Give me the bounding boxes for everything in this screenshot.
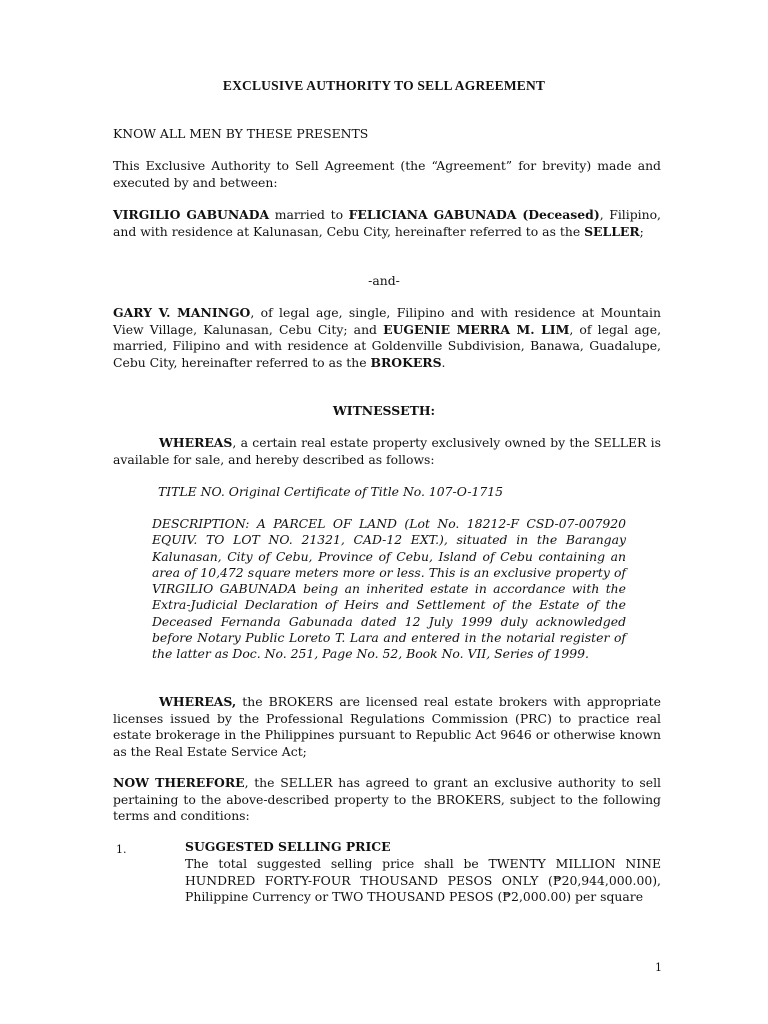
spouse-name: FELICIANA GABUNADA (Deceased) — [348, 207, 600, 222]
seller-paragraph: VIRGILIO GABUNADA married to FELICIANA GABUNADA (Deceased), Filipino, and with residence at Kalunasan, Cebu City, hereinafter referred to as the SELLER; — [113, 207, 661, 239]
page-number: 1 — [655, 961, 662, 974]
item-number: 1. — [116, 843, 127, 856]
now-therefore-paragraph: NOW THEREFORE, the SELLER has agreed to grant an exclusive authority to sell pertaining to the above-described property to the BROKERS, subject to the following terms and conditions: — [113, 775, 661, 824]
opening-paragraph: This Exclusive Authority to Sell Agreement (the “Agreement” for brevity) made and executed by and between: — [113, 158, 661, 190]
witnesseth-heading: WITNESSETH: — [332, 403, 436, 418]
broker-name-1: GARY V. MANINGO — [113, 305, 251, 320]
broker-name-2: EUGENIE MERRA M. LIM — [383, 321, 570, 337]
document-title: EXCLUSIVE AUTHORITY TO SELL AGREEMENT — [222, 78, 546, 93]
intro-line: KNOW ALL MEN BY THESE PRESENTS — [113, 126, 369, 141]
item-heading: SUGGESTED SELLING PRICE — [185, 839, 391, 854]
item-text: The total suggested selling price shall be TWENTY MILLION NINE HUNDRED FORTY-FOUR THOUSAND PESOS ONLY (₱20,944,000.00), Philippine Currency or TWO THOUSAND PESOS (₱2,000.00) per square — [185, 856, 661, 905]
whereas-paragraph-2: WHEREAS, the BROKERS are licensed real estate brokers with appropriate licenses issued by the Professional Regulations Commission (PRC) to practice real estate brokerage in the Philippines pursuant to Republic Act 9646 or otherwise known as the Real Estate Service Act; — [113, 694, 661, 759]
property-description: DESCRIPTION: A PARCEL OF LAND (Lot No. 18212-F CSD-07-007920 EQUIV. TO LOT NO. 21321, CAD-12 EXT.), situated in the Barangay Kalunasan, City of Cebu, Province of Cebu, Island of Cebu containing an area of 10,472 square meters more or less. This is an exclusive property of VIRGILIO GABUNADA being an inherited estate in accordance with the Extra-Judicial Declaration of Heirs and Settlement of the Estate of the Deceased Fernanda Gabunada dated 12 July 1999 duly acknowledged before Notary Public Loreto T. Lara and entered in the notarial register of the latter as Doc. No. 251, Page No. 52, Book No. VII, Series of 1999. — [152, 516, 626, 662]
brokers-role: BROKERS — [370, 354, 442, 370]
and-separator: -and- — [368, 273, 400, 288]
title-number: TITLE NO. Original Certificate of Title No. 107-O-1715 — [158, 484, 504, 499]
seller-role: SELLER — [584, 223, 640, 239]
seller-name: VIRGILIO GABUNADA — [113, 207, 270, 222]
brokers-paragraph: GARY V. MANINGO, of legal age, single, Filipino and with residence at Mountain View Village, Kalunasan, Cebu City; and EUGENIE MERRA M. LIM, of legal age, married, Filipino and with residence at Goldenville Subdivision, Banawa, Guadalupe, Cebu City, hereinafter referred to as the BROKERS. — [113, 305, 662, 370]
whereas-paragraph-1: WHEREAS, a certain real estate property exclusively owned by the SELLER is available for sale, and hereby described as follows: — [113, 435, 661, 467]
